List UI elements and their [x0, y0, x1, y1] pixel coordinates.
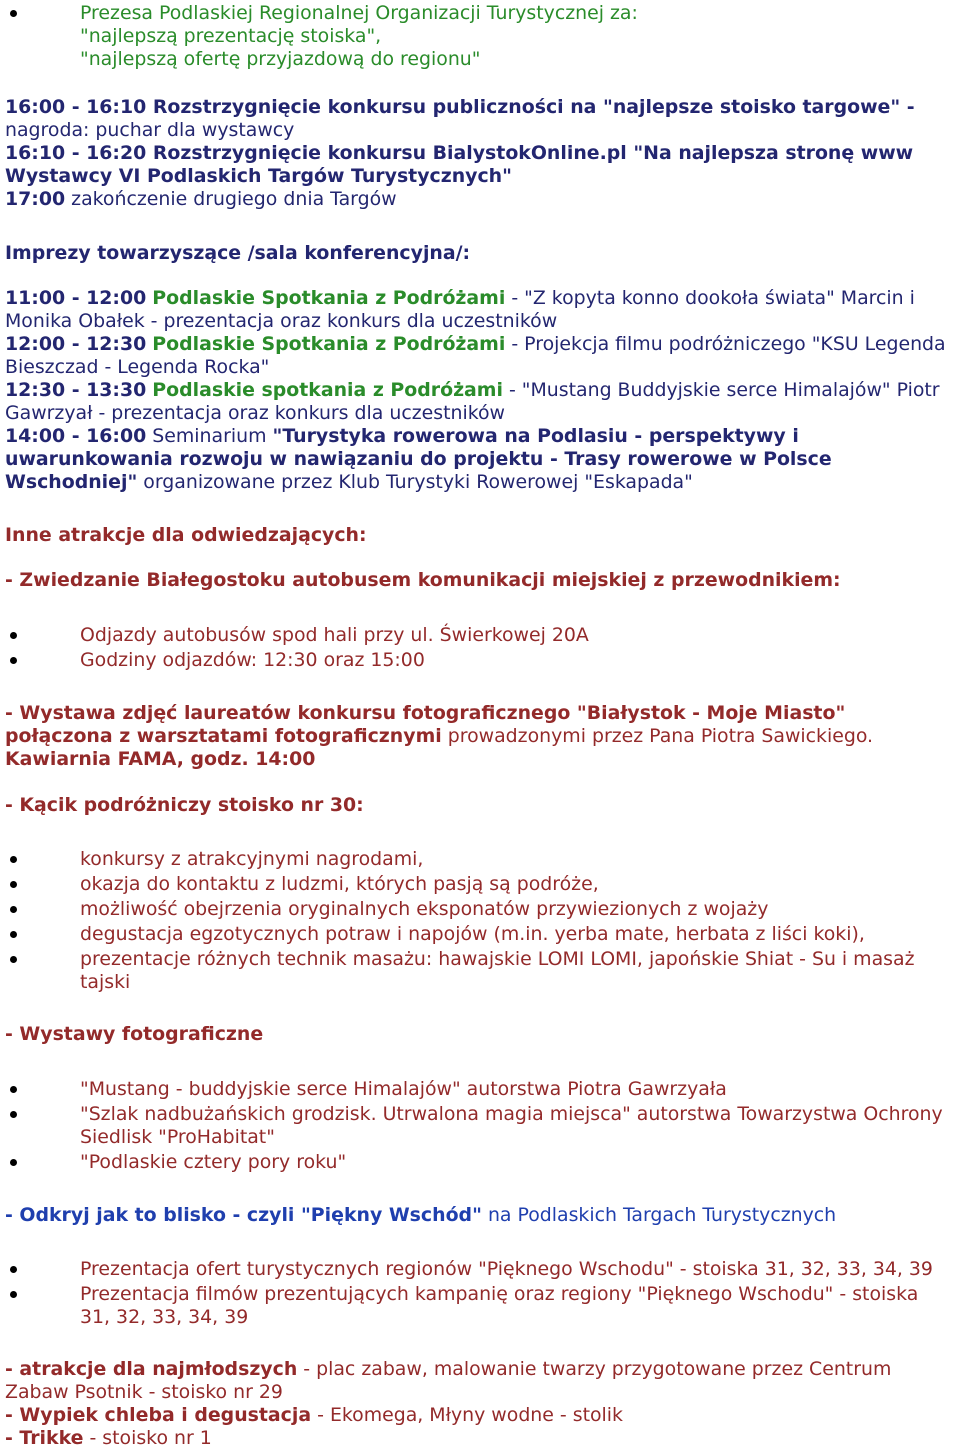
list-item: [0, 1258, 960, 1281]
list-item: [0, 649, 960, 672]
awards-list: [0, 2, 960, 71]
piekny-wschod-heading: [5, 1204, 836, 1227]
award-text: [80, 2, 638, 70]
list-item-text: Siedlisk "ProHabitat": [80, 1126, 275, 1148]
attraction-venue: Kawiarnia FAMA, godz. 14:00: [5, 748, 316, 770]
list-item: [0, 2, 960, 71]
event-description: - "Z kopyta konno dookoła świata" Marcin i: [511, 287, 915, 309]
bullet-icon: [10, 10, 17, 17]
attraction-detail: Zabaw Psotnik - stoisko nr 29: [5, 1381, 283, 1403]
list-item: [0, 898, 960, 921]
attraction-detail: - Ekomega, Młyny wodne - stolik: [317, 1404, 623, 1426]
event-time: 14:00 - 16:00: [5, 425, 147, 447]
bullet-icon: [10, 931, 17, 938]
attraction-heading: - Wystawy fotograficzne: [5, 1023, 264, 1045]
list-item: [0, 923, 960, 946]
attraction-detail: - stoisko nr 1: [89, 1427, 212, 1449]
list-item-text: konkursy z atrakcyjnymi nagrodami,: [80, 848, 424, 870]
photo-exhibition: [5, 702, 873, 771]
travel-corner-list: [0, 848, 960, 994]
bullet-icon: [10, 1159, 17, 1166]
attraction-heading: - atrakcje dla najmłodszych: [5, 1358, 298, 1380]
event-time: 12:00 - 12:30: [5, 333, 147, 355]
piekny-wschod-list: [0, 1258, 960, 1329]
list-item: [0, 1103, 960, 1149]
list-item-text: "Podlaskie cztery pory roku": [80, 1151, 347, 1173]
misc-attractions: [5, 1358, 891, 1450]
event-series: Podlaskie Spotkania z Podróżami: [152, 287, 506, 309]
list-item-text: degustacja egzotycznych potraw i napojów (m.in. yerba mate, herbata z liści koki),: [80, 923, 865, 945]
list-item-text: Odjazdy autobusów spod hali przy ul. Świerkowej 20A: [80, 624, 589, 646]
event-description: - "Mustang Buddyjskie serce Himalajów" Piotr: [508, 379, 940, 401]
attraction-detail: prowadzonymi przez Pana Piotra Sawickiego.: [447, 725, 874, 747]
seminar-title: "Turystyka rowerowa na Podlasiu - perspektywy i: [272, 425, 799, 447]
list-item-text: tajski: [80, 971, 131, 993]
list-item-text: Godziny odjazdów: 12:30 oraz 15:00: [80, 649, 425, 671]
bullet-icon: [10, 881, 17, 888]
bullet-icon: [10, 1111, 17, 1118]
schedule-time: 17:00: [5, 188, 66, 210]
section-title: Imprezy towarzyszące /sala konferencyjna/:: [5, 242, 471, 264]
list-item: [0, 1283, 960, 1329]
bullet-icon: [10, 1086, 17, 1093]
award-line: "najlepszą prezentację stoiska",: [80, 25, 382, 47]
attraction-detail: - plac zabaw, malowanie twarzy przygotowane przez Centrum: [303, 1358, 892, 1380]
event-description: Gawrzyał - prezentacja oraz konkurs dla uczestników: [5, 402, 505, 424]
closing-schedule: [5, 96, 915, 211]
bus-tour-list: [0, 624, 960, 672]
attraction-heading: - Zwiedzanie Białegostoku autobusem komunikacji miejskiej z przewodnikiem:: [5, 569, 841, 591]
bullet-icon: [10, 632, 17, 639]
event-description: - Projekcja filmu podróżniczego "KSU Legenda: [511, 333, 946, 355]
bullet-icon: [10, 856, 17, 863]
event-series: Podlaskie Spotkania z Podróżami: [152, 333, 506, 355]
list-item-text: Prezentacja ofert turystycznych regionów "Pięknego Wschodu" - stoiska 31, 32, 33, 34, 39: [80, 1258, 933, 1280]
schedule-heading: Wystawcy VI Podlaskich Targów Turystycznych": [5, 165, 512, 187]
list-item: [0, 948, 960, 994]
attraction-heading: - Odkryj jak to blisko - czyli "Piękny Wschód": [5, 1204, 482, 1226]
companion-events-schedule: [5, 287, 946, 494]
list-item: [0, 848, 960, 871]
list-item: [0, 1078, 960, 1101]
award-line: "najlepszą ofertę przyjazdową do regionu": [80, 48, 481, 70]
bullet-icon: [10, 906, 17, 913]
schedule-detail: zakończenie drugiego dnia Targów: [71, 188, 397, 210]
schedule-heading: 16:10 - 16:20 Rozstrzygnięcie konkursu BialystokOnline.pl "Na najlepsza stronę www: [5, 142, 914, 164]
list-item: [0, 1151, 960, 1174]
seminar-organizer: organizowane przez Klub Turystyki Rowerowej "Eskapada": [143, 471, 693, 493]
schedule-detail: nagroda: puchar dla wystawcy: [5, 119, 295, 141]
attraction-heading: - Trikke: [5, 1427, 84, 1449]
event-series: Podlaskie spotkania z Podróżami: [152, 379, 503, 401]
list-item-text: Prezentacja filmów prezentujących kampanię oraz regiony "Pięknego Wschodu" - stoiska: [80, 1283, 919, 1305]
attraction-heading: połączona z warsztatami fotograficznymi: [5, 725, 442, 747]
list-item-text: "Mustang - buddyjskie serce Himalajów" autorstwa Piotra Gawrzyała: [80, 1078, 727, 1100]
seminar-label: Seminarium: [152, 425, 267, 447]
list-item-text: "Szlak nadbużańskich grodzisk. Utrwalona magia miejsca" autorstwa Towarzystwa Ochrony: [80, 1103, 943, 1125]
seminar-title: Wschodniej": [5, 471, 138, 493]
list-item: [0, 624, 960, 647]
section-title: Inne atrakcje dla odwiedzających:: [5, 524, 367, 546]
bullet-icon: [10, 1291, 17, 1298]
attraction-subheading: na Podlaskich Targach Turystycznych: [487, 1204, 837, 1226]
event-time: 11:00 - 12:00: [5, 287, 147, 309]
list-item: [0, 873, 960, 896]
list-item-text: możliwość obejrzenia oryginalnych eksponatów przywiezionych z wojaży: [80, 898, 769, 920]
list-item-text: 31, 32, 33, 34, 39: [80, 1306, 249, 1328]
attraction-heading: - Wypiek chleba i degustacja: [5, 1404, 312, 1426]
event-time: 12:30 - 13:30: [5, 379, 147, 401]
seminar-title: uwarunkowania rozwoju w nawiązaniu do projektu - Trasy rowerowe w Polsce: [5, 448, 832, 470]
attraction-heading: - Wystawa zdjęć laureatów konkursu fotograficznego "Białystok - Moje Miasto": [5, 702, 846, 724]
bullet-icon: [10, 956, 17, 963]
attraction-heading: - Kącik podróżniczy stoisko nr 30:: [5, 794, 364, 816]
bullet-icon: [10, 657, 17, 664]
event-description: Monika Obałek - prezentacja oraz konkurs dla uczestników: [5, 310, 558, 332]
list-item-text: prezentacje różnych technik masażu: hawajskie LOMI LOMI, japońskie Shiat - Su i masaż: [80, 948, 915, 970]
award-line: Prezesa Podlaskiej Regionalnej Organizacji Turystycznej za:: [80, 2, 638, 24]
list-item-text: okazja do kontaktu z ludzmi, których pasją są podróże,: [80, 873, 599, 895]
event-description: Bieszczad - Legenda Rocka": [5, 356, 270, 378]
bullet-icon: [10, 1266, 17, 1273]
photo-exhibitions-list: [0, 1078, 960, 1174]
schedule-heading: 16:00 - 16:10 Rozstrzygnięcie konkursu publiczności na "najlepsze stoisko targowe" -: [5, 96, 915, 118]
